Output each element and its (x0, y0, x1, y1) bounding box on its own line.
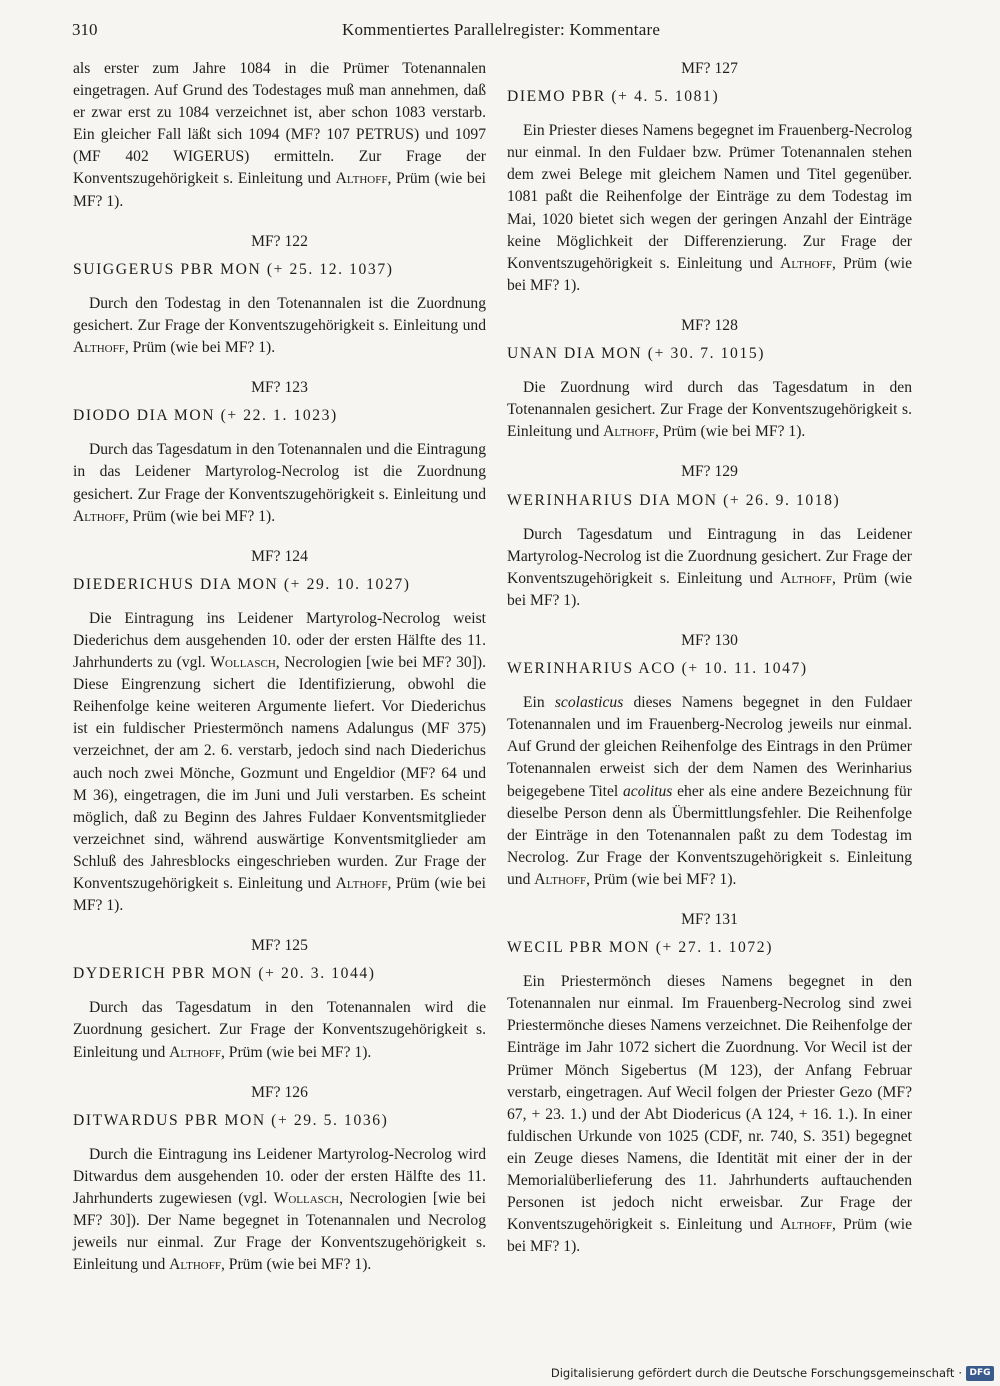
entry-number: MF? 123 (251, 379, 308, 397)
entry-number: MF? 124 (251, 547, 308, 565)
entry-text: Durch Tagesdatum und Eintragung in das Leidener Martyrolog-Necrolog ist die Zuordnung gesichert. Zur Frage der Konventszugehörigkeit s. Einleitung und Althoff, Prüm (wie bei MF? 1). (507, 525, 912, 609)
entry-text: Die Zuordnung wird durch das Tagesdatum in den Totenannalen gesichert. Zur Frage der Konventszugehörigkeit s. Einleitung und Althoff, Prüm (wie bei MF? 1). (507, 379, 912, 441)
entry-heading: UNAN DIA MON (+ 30. 7. 1015) (507, 345, 766, 363)
entry-mf-131 (507, 909, 912, 1258)
right-column (507, 58, 912, 1276)
entry-heading: DIODO DIA MON (+ 22. 1. 1023) (73, 407, 338, 425)
entry-text: Durch das Tagesdatum in den Totenannalen wird die Zuordnung gesichert. Zur Frage der Konventszugehörigkeit s. Einleitung und Althoff, Prüm (wie bei MF? 1). (73, 999, 486, 1061)
page-number: 310 (72, 20, 98, 39)
digitization-footer: Digitalisierung gefördert durch die Deutsche Forschungsgemeinschaft · DFG (551, 1364, 994, 1382)
left-column (73, 58, 486, 1294)
entry-number: MF? 122 (251, 232, 308, 250)
entry-number: MF? 130 (681, 631, 738, 649)
entry-heading: DYDERICH PBR MON (+ 20. 3. 1044) (73, 965, 376, 983)
entry-heading: WERINHARIUS DIA MON (+ 26. 9. 1018) (507, 491, 841, 509)
entry-heading: DIEDERICHUS DIA MON (+ 29. 10. 1027) (73, 575, 411, 593)
entry-number: MF? 129 (681, 463, 738, 481)
entry-text: Durch das Tagesdatum in den Totenannalen und die Eintragung in das Leidener Martyrolog-Necrolog ist die Zuordnung gesichert. Zur Frage der Konventszugehörigkeit s. Einleitung und Althoff, Prüm (wie bei MF? 1). (73, 441, 486, 525)
page-header (72, 20, 932, 46)
entry-heading: DIEMO PBR (+ 4. 5. 1081) (507, 88, 720, 106)
entry-text: Ein Priester dieses Namens begegnet im Frauenberg-Necrolog nur einmal. In den Fuldaer bzw. Prümer Totenannalen stehen dem zwei Belege mit gleichem Namen und Titel gegenüber. 1081 paßt die Reihenfolge der Einträge zu dem Todestag im Mai, 1020 bietet sich wegen der geringen Anzahl der Einträge keine Möglichkeit der Differenzierung. Zur Frage der Konventszugehörigkeit s. Einleitung und Althoff, Prüm (wie bei MF? 1). (507, 122, 912, 294)
entry-text: Durch die Eintragung ins Leidener Martyrolog-Necrolog wird Ditwardus dem ausgehenden 10. oder der ersten Hälfte des 11. Jahrhunderts zugewiesen (vgl. Wollasch, Necrologien [wie bei MF? 30]). Der Name begegnet in Totenannalen und Necrolog jeweils nur einmal. Zur Frage der Konventszugehörigkeit s. Einleitung und Althoff, Prüm (wie bei MF? 1). (73, 1145, 487, 1274)
entry-heading: DITWARDUS PBR MON (+ 29. 5. 1036) (73, 1111, 389, 1129)
entry-number: MF? 127 (681, 60, 738, 77)
entry-number: MF? 128 (681, 316, 738, 334)
continuation-paragraph: als erster zum Jahre 1084 in die Prümer Totenannalen eingetragen. Auf Grund des Todestages muß man annehmen, daß er zwar erst zu 1084 verzeichnet ist, aber schon 1083 verstarb. Ein gleicher Fall läßt sich 1094 (MF? 107 PETRUS) und 1097 (MF 402 WIGERUS) ermitteln. Zur Frage der Konventszugehörigkeit s. Einleitung und Althoff, Prüm (wie bei MF? 1). (73, 60, 486, 210)
entry-text: Durch den Todestag in den Totenannalen ist die Zuordnung gesichert. Zur Frage der Konventszugehörigkeit s. Einleitung und Althoff, Prüm (wie bei MF? 1). (73, 294, 486, 357)
entry-mf-130 (507, 630, 912, 891)
running-title: Kommentiertes Parallelregister: Kommentare (342, 20, 661, 39)
entry-number: MF? 125 (251, 937, 308, 955)
entry-mf-123 (73, 377, 486, 528)
entry-number: MF? 131 (681, 911, 738, 928)
entry-heading: SUIGGERUS PBR MON (+ 25. 12. 1037) (73, 260, 394, 278)
entry-mf-126 (73, 1082, 486, 1277)
entry-number: MF? 126 (251, 1083, 308, 1101)
entry-text: Ein Priestermönch dieses Namens begegnet in den Totenannalen nur einmal. Im Frauenberg-Necrolog sind zwei Priestermönche dieses Namens verzeichnet. Die Reihenfolge der Einträge im Jahr 1072 sichert die Zuordnung. Vor Wecil ist der Prümer Mönch Sigebertus (M 123), der Anfang Februar verstarb, eingetragen. Auf Wecil folgen der Priester Gezo (MF? 67, + 23. 1.) und der Abt Diodericus (A 124, + 16. 1.). In einer fuldischen Urkunde von 1025 (CDF, nr. 740, S. 351) begegnet ein Zeuge dieses Namens, die Identität mit einer der in der Memorialüberlieferung des 11. Jahrhunderts auftauchenden Personen ist jedoch nicht erweisbar. Zur Frage der Konventszugehörigkeit s. Einleitung und Althoff, Prüm (wie bei MF? 1). (507, 973, 912, 1256)
entry-mf-129 (507, 461, 912, 612)
entry-text: Die Eintragung ins Leidener Martyrolog-Necrolog weist Diederichus dem ausgehenden 10. oder der ersten Hälfte des 11. Jahrhunderts zu (vgl. Wollasch, Necrologien [wie bei MF? 30]). Diese Eingrenzung sichert die Identifizierung, obwohl die Reihenfolge keine weiteren Argumente liefert. Vor Diederichus ist ein fuldischer Priestermönch namens Adalungus (MF 375) verzeichnet, der am 2. 6. verstarb, jedoch sind nach Diederichus auch noch zwei Mönche, Gozmunt und Engeldior (MF? 64 und M 36), eingetragen, die im Juni und Juli verstarben. Es scheint möglich, daß zu Beginn des Jahres Fuldaer Konventsmitglieder verzeichnet sind, während auswärtige Konventsmitglieder am Schluß des Jahresblocks eingeschrieben wurden. Zur Frage der Konventszugehörigkeit s. Einleitung und Althoff, Prüm (wie bei MF? 1). (73, 609, 486, 915)
dfg-logo-icon: DFG (966, 1366, 994, 1381)
entry-heading: WERINHARIUS ACO (+ 10. 11. 1047) (507, 660, 808, 678)
entry-text: Ein scolasticus dieses Namens begegnet in den Fuldaer Totenannalen und im Frauenberg-Necrolog jeweils nur einmal. Auf Grund der gleichen Reihenfolge des Eintrags in den Prümer Totenannalen erweist sich der dem Namen des Werinharius beigegebene Titel acolitus eher als eine andere Bezeichnung für dieselbe Person denn als Übermittlungsfehler. Die Reihenfolge der Einträge in den Totenannalen paßt zu dem Todestag im Necrolog. Zur Frage der Konventszugehörigkeit s. Einleitung und Althoff, Prüm (wie bei MF? 1). (507, 694, 913, 888)
entry-mf-128 (507, 315, 912, 443)
footer-note: Digitalisierung gefördert durch die Deutsche Forschungsgemeinschaft (550, 1366, 955, 1380)
entry-mf-125 (73, 935, 486, 1063)
entry-heading: WECIL PBR MON (+ 27. 1. 1072) (507, 939, 773, 957)
entry-mf-124 (73, 546, 486, 918)
entry-mf-122 (73, 231, 486, 359)
entry-mf-127 (507, 58, 912, 297)
